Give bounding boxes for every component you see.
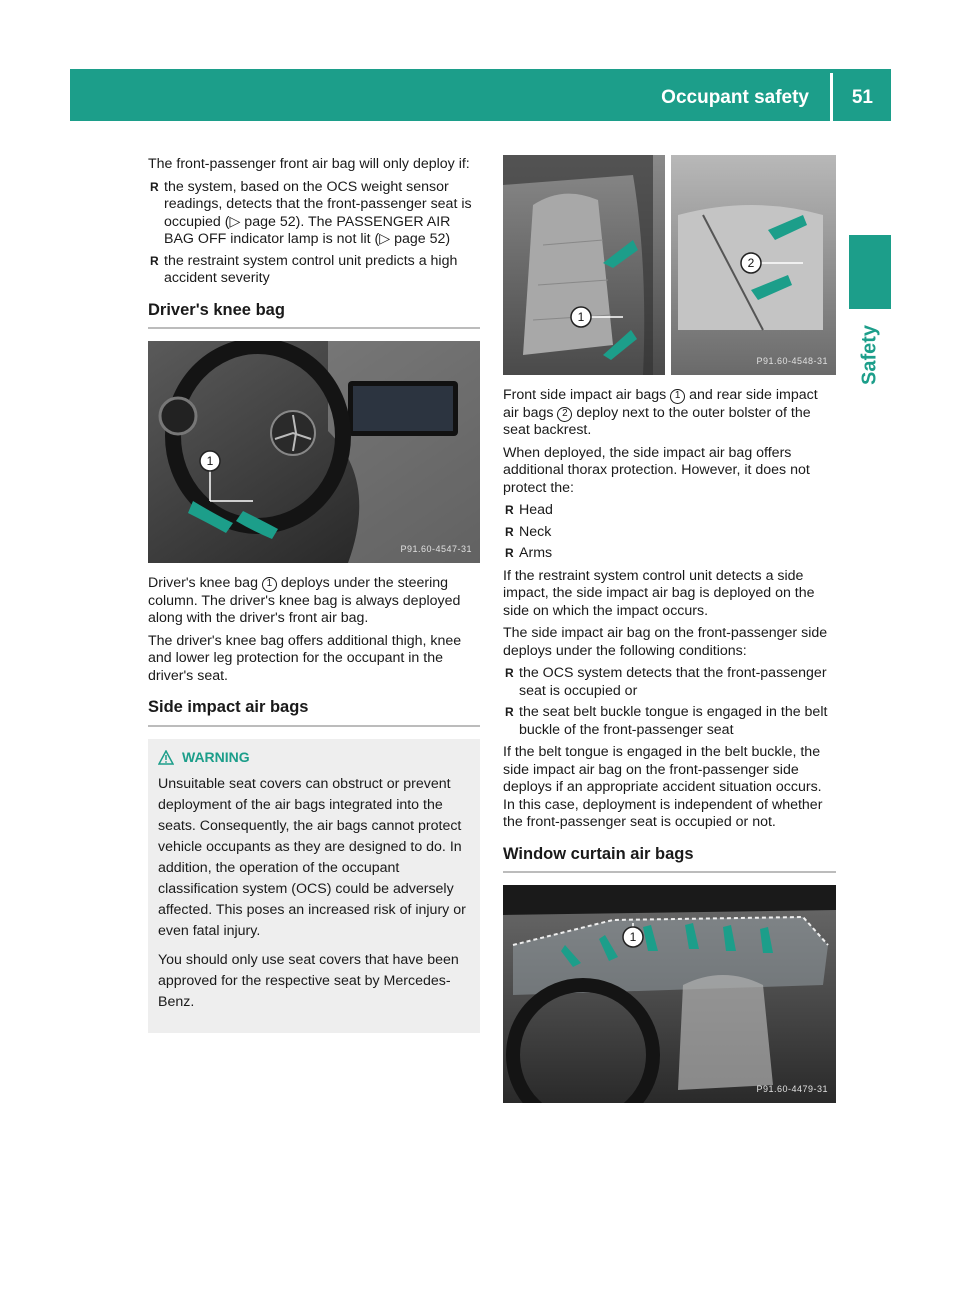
figure-callout: 1: [629, 930, 637, 944]
list-item: R the OCS system detects that the front-passenger seat is occupied or: [503, 665, 836, 700]
figure-code: P91.60-4479-31: [756, 1083, 828, 1094]
window-curtain-heading: Window curtain air bags: [503, 846, 836, 874]
intro-text: The front-passenger front air bag will only deploy if:: [148, 156, 470, 172]
list-item: R Head: [503, 502, 836, 520]
side-impact-figure: [503, 155, 836, 375]
figure-code: P91.60-4548-31: [756, 355, 828, 366]
callout-1-icon: 1: [262, 577, 277, 592]
header-divider: [830, 73, 833, 121]
warning-title: WARNING: [182, 748, 250, 765]
figure-callout: 1: [206, 454, 214, 468]
list-item: R Arms: [503, 545, 836, 563]
knee-bag-heading: Driver's knee bag: [148, 302, 480, 330]
side-impact-illustration: [503, 155, 836, 375]
window-curtain-figure: [503, 885, 836, 1103]
callout-1-icon: 1: [670, 389, 685, 404]
not-protected-list: [503, 502, 836, 563]
knee-bag-illustration: [148, 341, 480, 563]
conditions-list: [503, 665, 836, 739]
warning-triangle-icon: [158, 750, 174, 765]
chapter-tab-label: [841, 315, 899, 395]
text-span: deploy next to the outer bolster of the seat backrest.: [503, 404, 811, 438]
text-span: Driver's knee bag: [148, 575, 262, 591]
chapter-tab-marker: [849, 235, 891, 309]
intro-bullet-list: [148, 179, 480, 288]
belt-tongue-text: If the belt tongue is engaged in the belt buckle, the side impact air bag on the front-passenger side deploys if an appropriate accident situation occurs. In this case, deployment is independent of whether the front-passenger seat is occupied or not.: [503, 744, 823, 830]
text-span: deploys under the steering column. The driver's knee bag is always deployed along with the driver's front air bag.: [148, 575, 461, 626]
warning-box: [148, 739, 480, 1034]
side-impact-detection-text: If the restraint system control unit detects a side impact, the side impact air bag is deployed on the side on which the impact occurs.: [503, 567, 815, 619]
side-bags-protection: When deployed, the side impact air bag offers additional thorax protection. However, it does not protect the:: [503, 444, 810, 496]
warning-advice: You should only use seat covers that have been approved for the respective seat by Mercedes-Benz.: [158, 952, 459, 1010]
knee-bag-protection-text: The driver's knee bag offers additional thigh, knee and lower leg protection for the occupant in the driver's seat.: [148, 632, 462, 684]
figure-callout-1: 1: [577, 310, 585, 324]
side-impact-heading: Side impact air bags: [148, 699, 480, 727]
list-item: R the restraint system control unit predicts a high accident severity: [148, 253, 480, 288]
page-number: 51: [851, 87, 873, 108]
list-item: R the system, based on the OCS weight sensor readings, detects that the front-passenger seat is occupied (▷ page 52). The PASSENGER AIR BAG OFF indicator lamp is not lit (▷ page 52): [148, 179, 480, 249]
warning-text: Unsuitable seat covers can obstruct or prevent deployment of the air bags integrated into the seats. Consequently, the air bags cannot protect vehicle occupants as they are designed to do. In addition, the operation of the occupant classification system (OCS) could be adversely affected. This poses an increased risk of injury or even fatal injury.: [158, 776, 466, 939]
right-column: [503, 155, 836, 1115]
chapter-label-text: Safety: [858, 324, 881, 386]
passenger-conditions-intro: The side impact air bag on the front-passenger side deploys under the following conditions:: [503, 625, 828, 659]
figure-code: P91.60-4547-31: [400, 543, 472, 554]
list-item: R the seat belt buckle tongue is engaged in the belt buckle of the front-passenger seat: [503, 704, 836, 739]
warning-header: [158, 749, 470, 767]
section-title: Occupant safety: [661, 87, 809, 108]
text-span: Front side impact air bags: [503, 387, 671, 403]
callout-2-icon: 2: [557, 407, 572, 422]
figure-callout-2: 2: [747, 256, 755, 270]
knee-bag-description: [148, 575, 480, 628]
text-span: and rear side impact air bags: [503, 387, 818, 421]
list-item: R Neck: [503, 524, 836, 542]
page-header: [70, 69, 891, 121]
side-bags-description: [503, 387, 836, 440]
window-curtain-illustration: [503, 885, 836, 1103]
knee-bag-figure: [148, 341, 480, 563]
left-column: [148, 156, 480, 1033]
